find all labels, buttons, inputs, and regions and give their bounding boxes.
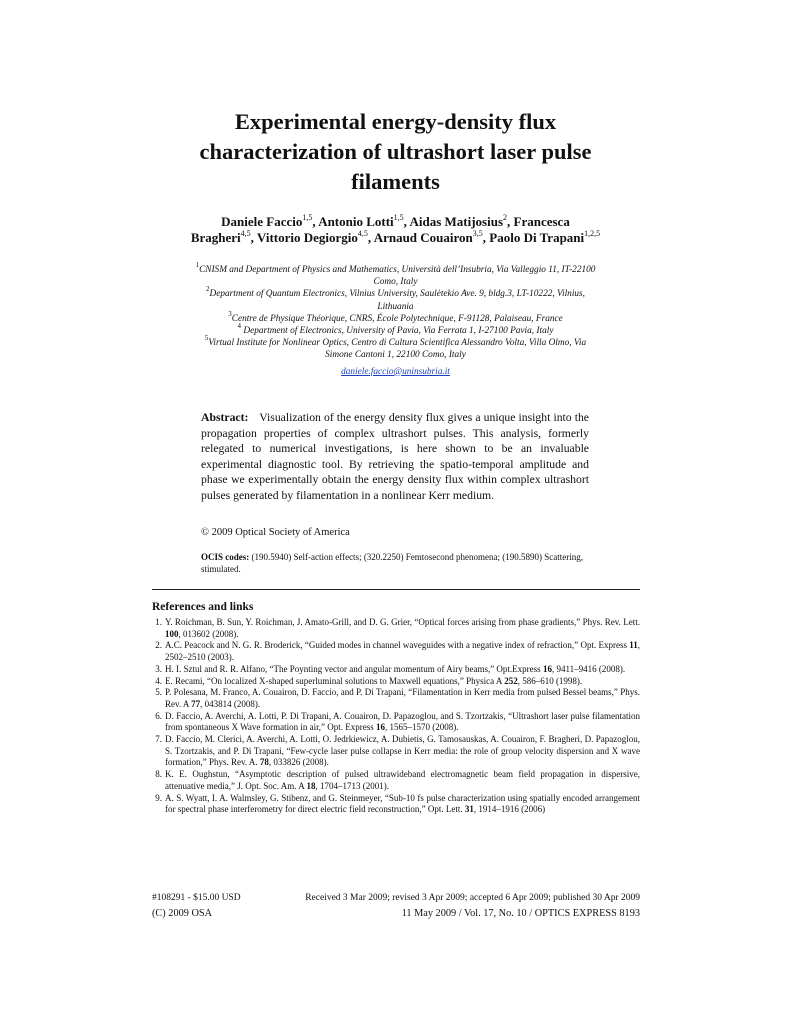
reference-number: 5. xyxy=(155,687,162,698)
reference-number: 1. xyxy=(155,617,162,627)
author-list xyxy=(190,214,601,246)
reference-item xyxy=(152,664,640,676)
reference-number: 3. xyxy=(155,663,162,674)
affiliation: $^3$Centre de Physique Théorique, CNRS, École Polytechnique, F-91128, Palaiseau, France xyxy=(228,309,563,324)
reference-text: , 9411–9416 (2008). xyxy=(551,663,626,674)
received-dates: Received 3 Mar 2009; revised 3 Apr 2009; accepted 6 Apr 2009; published 30 Apr 2009 xyxy=(305,893,640,903)
reference-item xyxy=(152,793,640,816)
reference-text: D. Faccio, M. Clerici, A. Averchi, A. Lotti, O. Jedrkiewicz, A. Dubietis, G. Tamosauskas, A. Couairon, F. Bragheri, D. Papazoglou, S. Tzortzakis, and P. Di Trapani, “Few-cycle laser pulse collapse in Kerr media: the role of group velocity dispersion and X wave formation,” Phys. Rev. A. xyxy=(165,734,640,768)
reference-text: H. I. Sztul and R. R. Alfano, “The Poynting vector and angular momentum of Airy beams,” Opt.Express xyxy=(165,663,543,674)
section-divider xyxy=(152,589,640,590)
author: Francesca Bragheri$^{4,5}$, xyxy=(190,214,570,245)
reference-text: , 586–610 (1998). xyxy=(517,675,583,686)
reference-text: , 1914–1916 (2006) xyxy=(473,804,546,815)
reference-text: , 1704–1713 (2001). xyxy=(315,780,389,791)
reference-volume: 18 xyxy=(306,780,316,791)
journal-citation: 11 May 2009 / Vol. 17, No. 10 / OPTICS EXPRESS 8193 xyxy=(401,908,640,919)
abstract-label: Abstract: xyxy=(201,411,249,424)
reference-text: , 1565–1570 (2008). xyxy=(384,722,459,733)
author: Aidas Matijosius$^2$, xyxy=(409,213,511,229)
reference-item xyxy=(152,617,640,640)
affiliation: $^4$ Department of Electronics, University of Pavia, Via Ferrata 1, I-27100 Pavia, Italy xyxy=(237,322,554,337)
author: Arnaud Couairon$^{3,5}$, xyxy=(373,229,487,245)
title-line: filaments xyxy=(351,169,440,194)
author: Paolo Di Trapani$^{1,2,5}$ xyxy=(489,229,601,245)
reference-volume: 252 xyxy=(504,675,518,686)
reference-item xyxy=(152,640,640,663)
paper-title xyxy=(150,107,641,197)
reference-text: Y. Roichman, B. Sun, Y. Roichman, J. Amato-Grill, and D. G. Grier, “Optical forces arising from phase gradients,” Phys. Rev. Lett. xyxy=(165,617,640,627)
reference-volume: 16 xyxy=(375,722,385,733)
reference-text: K. E. Oughstun, “Asymptotic description of pulsed ultrawideband electromagnetic beam field propagation in dispersive, attenuative media,” J. Opt. Soc. Am. A xyxy=(165,769,640,791)
affiliation: $^5$Virtual Institute for Nonlinear Optics, Centro di Cultura Scientifica Alessandro Volta, Villa Olmo, Via Simone Cantoni 1, 22100 Como, Italy xyxy=(204,334,587,361)
reference-item xyxy=(152,676,640,688)
reference-number: 8. xyxy=(155,769,162,780)
reference-volume: 78 xyxy=(259,757,269,768)
affiliation: $^2$Department of Quantum Electronics, Vilnius University, Saulėtekio Ave. 9, bldg.3, LT-10222, Vilnius, Lithuania xyxy=(205,285,586,312)
reference-item xyxy=(152,769,640,792)
reference-item xyxy=(152,687,640,710)
reference-volume: 77 xyxy=(191,698,201,709)
author: Vittorio Degiorgio$^{4,5}$, xyxy=(256,229,372,245)
ocis-codes xyxy=(201,551,591,575)
reference-number: 2. xyxy=(155,640,162,651)
ocis-text: (190.5940) Self-action effects; (320.2250) Femtosecond phenomena; (190.5890) Scattering, stimulated. xyxy=(201,552,584,574)
reference-number: 9. xyxy=(155,792,162,803)
article-id-price: #108291 - $15.00 USD xyxy=(152,893,241,903)
reference-volume: 31 xyxy=(464,804,474,815)
reference-item xyxy=(152,734,640,769)
reference-volume: 100 xyxy=(165,628,179,639)
abstract-text: Visualization of the energy density flux gives a unique insight into the propagation properties of complex ultrashort pulses. This analysis, formerly relegated to numerical investigations, is here shown to be an invaluable experimental diagnostic tool. By retrieving the spatio-temporal amplitude and phase we experimentally obtain the energy density flux within complex ultrashort pulses generated by filamentation in a nonlinear Kerr medium. xyxy=(201,411,589,502)
reference-text: D. Faccio, A. Averchi, A. Lotti, P. Di Trapani, A. Couairon, D. Papazoglou, and S. Tzortzakis, “Ultrashort laser pulse filamentation from spontaneous X Wave formation in air,” Opt. Express xyxy=(165,710,640,733)
affiliation: $^1$CNISM and Department of Physics and Mathematics, Università dell’Insubria, Via Valleggio 11, IT-22100 Como, Italy xyxy=(195,261,596,288)
email-link[interactable]: daniele.faccio@uninsubria.it xyxy=(341,366,450,377)
osa-copyright: (C) 2009 OSA xyxy=(152,908,213,919)
reference-text: , 043814 (2008). xyxy=(200,698,261,709)
author: Daniele Faccio$^{1,5}$, xyxy=(221,213,316,229)
reference-volume: 16 xyxy=(542,663,552,674)
reference-list xyxy=(152,617,640,816)
reference-number: 4. xyxy=(155,675,162,686)
abstract xyxy=(201,410,589,504)
reference-text: A. S. Wyatt, I. A. Walmsley, G. Stibenz, and G. Steinmeyer, “Sub-10 fs pulse characterization using spatially encoded arrangement for spectral phase interferometry for direct electric field reconstruction,” Opt. Lett. xyxy=(165,792,640,815)
reference-text: P. Polesana, M. Franco, A. Couairon, D. Faccio, and P. Di Trapani, “Filamentation in Kerr media from pulsed Bessel beams,” Phys. Rev. A xyxy=(165,687,640,709)
reference-number: 6. xyxy=(155,710,162,721)
title-line: characterization of ultrashort laser pulse xyxy=(199,139,592,164)
author: Antonio Lotti$^{1,5}$, xyxy=(318,213,407,229)
reference-number: 7. xyxy=(155,734,162,745)
reference-text: , 033826 (2008). xyxy=(268,757,329,768)
affiliations xyxy=(195,261,596,378)
copyright: © 2009 Optical Society of America xyxy=(201,527,350,538)
reference-volume: 11 xyxy=(629,640,638,651)
affiliation xyxy=(195,366,596,378)
ocis-label: OCIS codes: xyxy=(201,552,250,562)
reference-item xyxy=(152,711,640,734)
reference-text: A.C. Peacock and N. G. R. Broderick, “Guided modes in channel waveguides with a negative index of refraction,” Opt. Express xyxy=(165,640,630,651)
references-heading: References and links xyxy=(152,601,254,613)
title-line: Experimental energy-density flux xyxy=(234,109,557,134)
reference-text: , 013602 (2008). xyxy=(178,628,239,639)
reference-text: E. Recami, “On localized X-shaped superluminal solutions to Maxwell equations,” Physica A xyxy=(165,675,505,686)
reference-text: , 2502–2510 (2003). xyxy=(165,640,640,663)
